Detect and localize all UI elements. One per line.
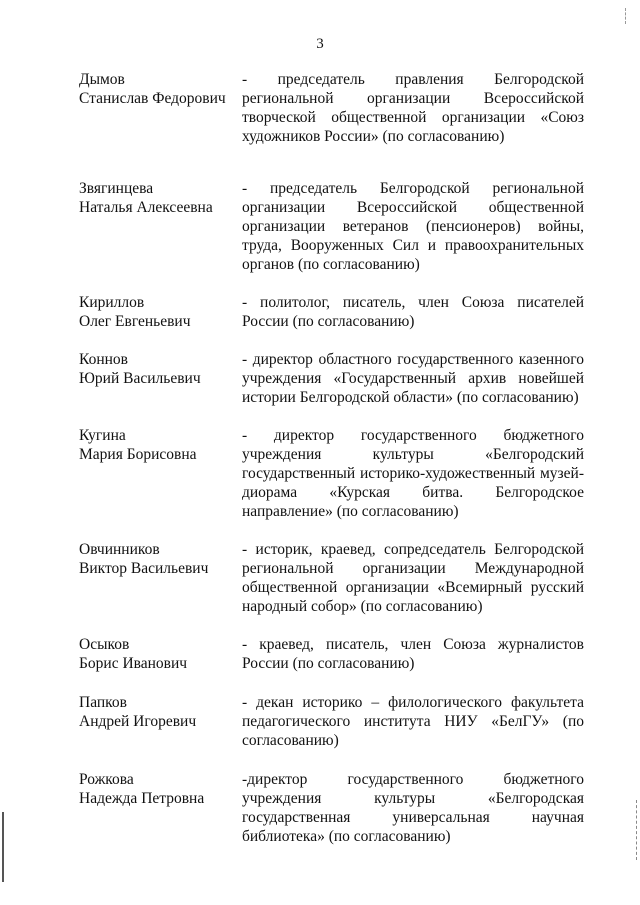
member-entry	[79, 635, 584, 673]
member-description: - директор государственного бюджетного учреждения культуры «Белгородский государственный историко-художественный музей-диорама «Курская битва. Белгородское направление» (по согласованию)	[242, 427, 584, 520]
member-surname: Коннов	[79, 351, 128, 368]
member-surname: Осыков	[79, 636, 130, 653]
member-entry	[79, 770, 584, 846]
member-given-names: Станислав Федорович	[79, 90, 226, 107]
member-given-names: Андрей Игоревич	[79, 713, 197, 730]
member-name	[79, 426, 242, 464]
member-description: - директор областного государственного казенного учреждения «Государственный архив новейшей истории Белгородской области» (по согласованию)	[242, 351, 584, 406]
member-description: - политолог, писатель, член Союза писателей России (по согласованию)	[242, 294, 584, 330]
scan-edge-mark-right	[635, 800, 637, 860]
member-entry	[79, 693, 584, 750]
member-surname: Звягинцева	[79, 180, 154, 197]
member-description: - историк, краевед, сопредседатель Белгородской региональной организации Международной общественной организации «Всемирный русский народный собор» (по согласованию)	[242, 541, 584, 615]
member-name	[79, 350, 242, 388]
member-description: -директор государственного бюджетного учреждения культуры «Белгородская государственная универсальная научная библиотека» (по согласованию)	[242, 771, 584, 845]
member-description: - краевед, писатель, член Союза журналистов России (по согласованию)	[242, 636, 584, 672]
scan-edge-mark-left	[2, 812, 4, 882]
member-surname: Дымов	[79, 71, 125, 88]
member-surname: Папков	[79, 694, 127, 711]
member-entry	[79, 426, 584, 521]
scan-edge-mark-top	[624, 8, 626, 24]
page-number: 3	[316, 36, 324, 52]
member-given-names: Олег Евгеньевич	[79, 313, 191, 330]
member-entry	[79, 293, 584, 331]
member-entry	[79, 350, 584, 407]
member-surname: Кугина	[79, 427, 126, 444]
member-given-names: Борис Иванович	[79, 655, 188, 672]
member-entry	[79, 179, 584, 274]
member-description: - председатель Белгородской региональной организации Всероссийской общественной организации ветеранов (пенсионеров) войны, труда, Вооруженных Сил и правоохранительных органов (по согласованию)	[242, 180, 584, 273]
member-surname: Кириллов	[79, 294, 145, 311]
member-description: - декан историко – филологического факультета педагогического института НИУ «БелГУ» (по согласованию)	[242, 694, 584, 749]
member-given-names: Надежда Петровна	[79, 790, 205, 807]
member-given-names: Наталья Алексеевна	[79, 199, 213, 216]
member-given-names: Юрий Васильевич	[79, 370, 201, 387]
member-given-names: Мария Борисовна	[79, 446, 197, 463]
member-name	[79, 293, 242, 331]
member-name	[79, 770, 242, 808]
members-list	[79, 70, 584, 846]
member-name	[79, 540, 242, 578]
member-name	[79, 179, 242, 217]
member-name	[79, 635, 242, 673]
member-name	[79, 693, 242, 731]
member-entry	[79, 70, 584, 146]
member-surname: Овчинников	[79, 541, 160, 558]
member-given-names: Виктор Васильевич	[79, 560, 209, 577]
member-surname: Рожкова	[79, 771, 134, 788]
member-entry	[79, 540, 584, 616]
member-name	[79, 70, 242, 108]
member-description: - председатель правления Белгородской региональной организации Всероссийской творческой общественной организации «Союз художников России» (по согласованию)	[242, 71, 584, 145]
